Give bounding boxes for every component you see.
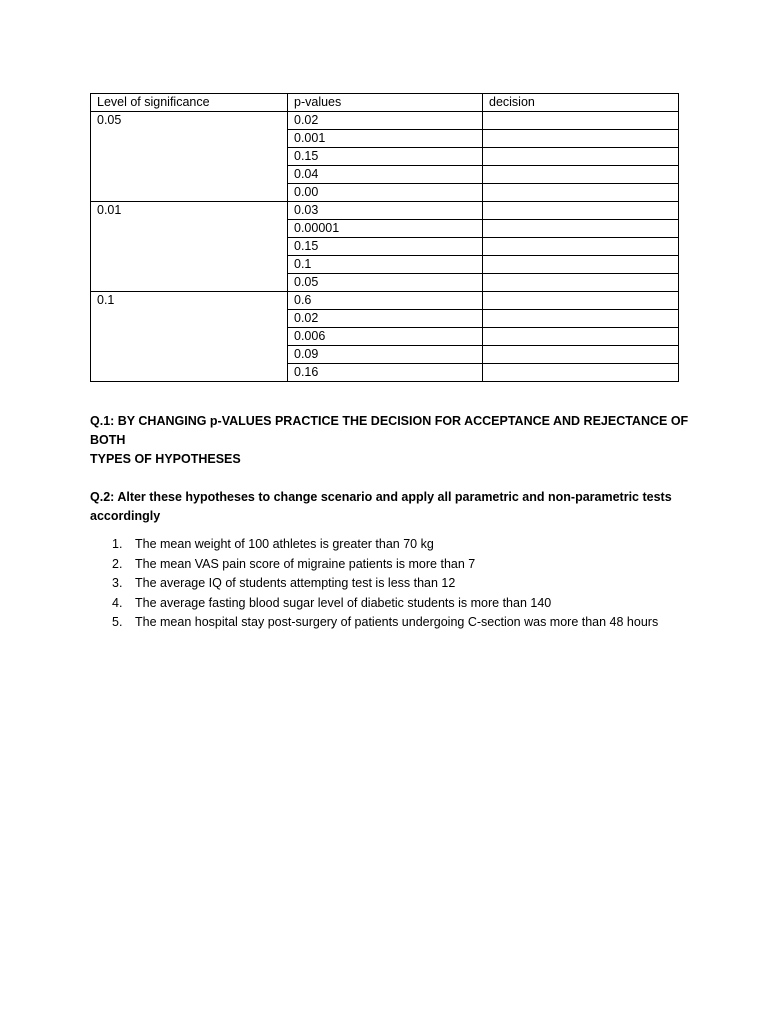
question-1: [90, 412, 690, 469]
p-value-cell: 0.03: [288, 202, 483, 220]
decision-cell: [483, 346, 679, 364]
question-2: [90, 488, 690, 526]
decision-cell: [483, 292, 679, 310]
header-decision: decision: [483, 94, 679, 112]
list-item: [90, 574, 730, 594]
decision-cell: [483, 238, 679, 256]
list-item: [90, 535, 730, 555]
decision-cell: [483, 166, 679, 184]
decision-cell: [483, 220, 679, 238]
list-item-number: 4.: [112, 595, 123, 610]
table-row: [91, 112, 679, 130]
p-value-cell: 0.05: [288, 274, 483, 292]
p-value-cell: 0.02: [288, 112, 483, 130]
table-row: [91, 292, 679, 310]
list-item: [90, 613, 730, 633]
list-item: [90, 555, 730, 575]
question-1-line-2: TYPES OF HYPOTHESES: [90, 452, 241, 466]
p-value-cell: 0.15: [288, 238, 483, 256]
header-p-values: p-values: [288, 94, 483, 112]
p-value-cell: 0.09: [288, 346, 483, 364]
decision-cell: [483, 274, 679, 292]
question-1-line-1: Q.1: BY CHANGING p-VALUES PRACTICE THE DECISION FOR ACCEPTANCE AND REJECTANCE OF BOTH: [90, 414, 689, 447]
p-value-cell: 0.16: [288, 364, 483, 382]
p-value-cell: 0.00: [288, 184, 483, 202]
p-value-cell: 0.6: [288, 292, 483, 310]
list-item-number: 1.: [112, 537, 123, 551]
level-cell: 0.1: [91, 292, 288, 382]
list-item-text: The mean hospital stay post-surgery of patients undergoing C-section was more than 48 hours: [135, 615, 659, 629]
decision-cell: [483, 130, 679, 148]
p-value-cell: 0.1: [288, 256, 483, 274]
decision-cell: [483, 328, 679, 346]
header-level-of-significance: Level of significance: [91, 94, 288, 112]
p-value-cell: 0.02: [288, 310, 483, 328]
decision-cell: [483, 364, 679, 382]
p-value-cell: 0.00001: [288, 220, 483, 238]
question-2-line-1: Q.2: Alter these hypotheses to change scenario and apply all parametric and non-parametric tests: [90, 490, 672, 504]
table-row: [91, 202, 679, 220]
list-item-number: 2.: [112, 556, 123, 571]
decision-cell: [483, 148, 679, 166]
decision-cell: [483, 256, 679, 274]
decision-cell: [483, 184, 679, 202]
hypotheses-list: [90, 535, 730, 633]
p-value-cell: 0.15: [288, 148, 483, 166]
p-value-cell: 0.001: [288, 130, 483, 148]
question-2-line-2: accordingly: [90, 509, 161, 523]
list-item-text: The average IQ of students attempting test is less than 12: [135, 576, 456, 590]
list-item-text: The average fasting blood sugar level of diabetic students is more than 140: [135, 595, 552, 610]
list-item-number: 3.: [112, 576, 123, 590]
decision-cell: [483, 202, 679, 220]
level-cell: 0.01: [91, 202, 288, 292]
list-item-text: The mean weight of 100 athletes is greater than 70 kg: [135, 537, 434, 551]
p-value-cell: 0.006: [288, 328, 483, 346]
decision-cell: [483, 112, 679, 130]
p-value-cell: 0.04: [288, 166, 483, 184]
table-header-row: [91, 94, 679, 112]
list-item: [90, 594, 730, 614]
significance-table: [90, 93, 679, 382]
list-item-number: 5.: [112, 615, 123, 629]
list-item-text: The mean VAS pain score of migraine patients is more than 7: [135, 556, 476, 571]
level-cell: 0.05: [91, 112, 288, 202]
decision-cell: [483, 310, 679, 328]
